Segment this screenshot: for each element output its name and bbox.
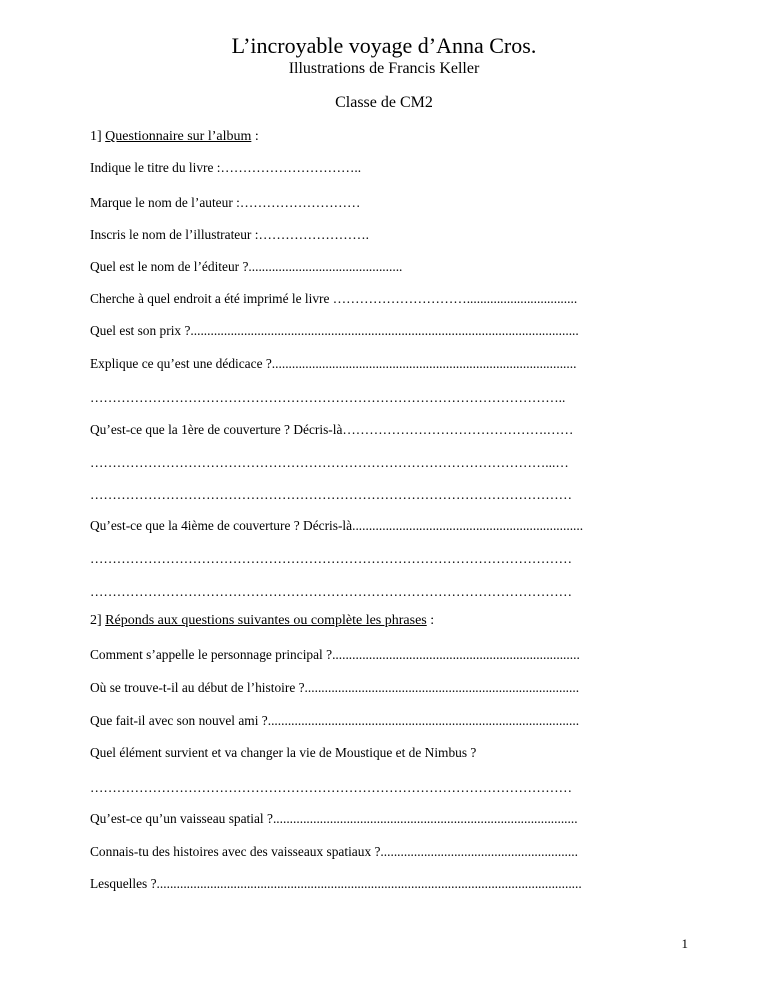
question-line: Inscris le nom de l’illustrateur :…………………….	[90, 227, 369, 242]
question-line: Marque le nom de l’auteur :………………………	[90, 195, 361, 210]
section-1-number: 1]	[90, 129, 106, 144]
document-subtitle: Illustrations de Francis Keller	[288, 60, 480, 77]
question-line: Qu’est-ce que la 1ère de couverture ? Décris-là……………………………………….……	[90, 422, 574, 437]
answer-line: ………………………………………………………………………………………………	[90, 780, 573, 795]
document-title: L’incroyable voyage d’Anna Cros.	[231, 33, 537, 58]
answer-line: …………………………………………………………………………………………...…	[90, 455, 569, 470]
question-line: Connais-tu des histoires avec des vaisseaux spatiaux ?...........................................................	[90, 844, 578, 859]
question-line: Quel élément survient et va changer la vie de Moustique et de Nimbus ?	[90, 745, 477, 760]
page-number: 1	[681, 936, 688, 951]
section-1-title: Questionnaire sur l’album	[105, 129, 252, 144]
section-1-heading	[90, 129, 259, 145]
section-2-heading	[90, 613, 434, 629]
question-line: Qu’est-ce que la 4ième de couverture ? Décris-là.....................................................................	[90, 518, 584, 533]
section-2-number: 2]	[90, 613, 106, 628]
answer-line: ……………………………………………………………………………………………..	[90, 390, 566, 405]
section-1-suffix: :	[251, 129, 259, 144]
class-label: Classe de CM2	[335, 94, 433, 111]
answer-line: ………………………………………………………………………………………………	[90, 551, 573, 566]
question-line: Quel est le nom de l’éditeur ?..............................................	[90, 259, 403, 274]
section-2-title: Réponds aux questions suivantes ou complète les phrases	[105, 613, 427, 628]
answer-line: ………………………………………………………………………………………………	[90, 487, 573, 502]
question-line: Lesquelles ?...............................................................................................................................	[90, 876, 582, 891]
question-line: Qu’est-ce qu’un vaisseau spatial ?...........................................................................................	[90, 811, 578, 826]
question-line: Comment s’appelle le personnage principal ?..........................................................................	[90, 647, 580, 662]
question-line: Que fait-il avec son nouvel ami ?.............................................................................................	[90, 713, 580, 728]
question-line: Cherche à quel endroit a été imprimé le livre ………………………….................................	[90, 291, 578, 306]
section-2-suffix: :	[426, 613, 435, 628]
question-line: Indique le titre du livre :…………………………..	[90, 160, 362, 175]
question-line: Quel est son prix ?....................................................................................................................	[90, 323, 579, 338]
question-line: Où se trouve-t-il au début de l’histoire ?..................................................................................	[90, 680, 580, 695]
answer-line: ………………………………………………………………………………………………	[90, 584, 573, 599]
question-line: Explique ce qu’est une dédicace ?...........................................................................................	[90, 356, 577, 371]
